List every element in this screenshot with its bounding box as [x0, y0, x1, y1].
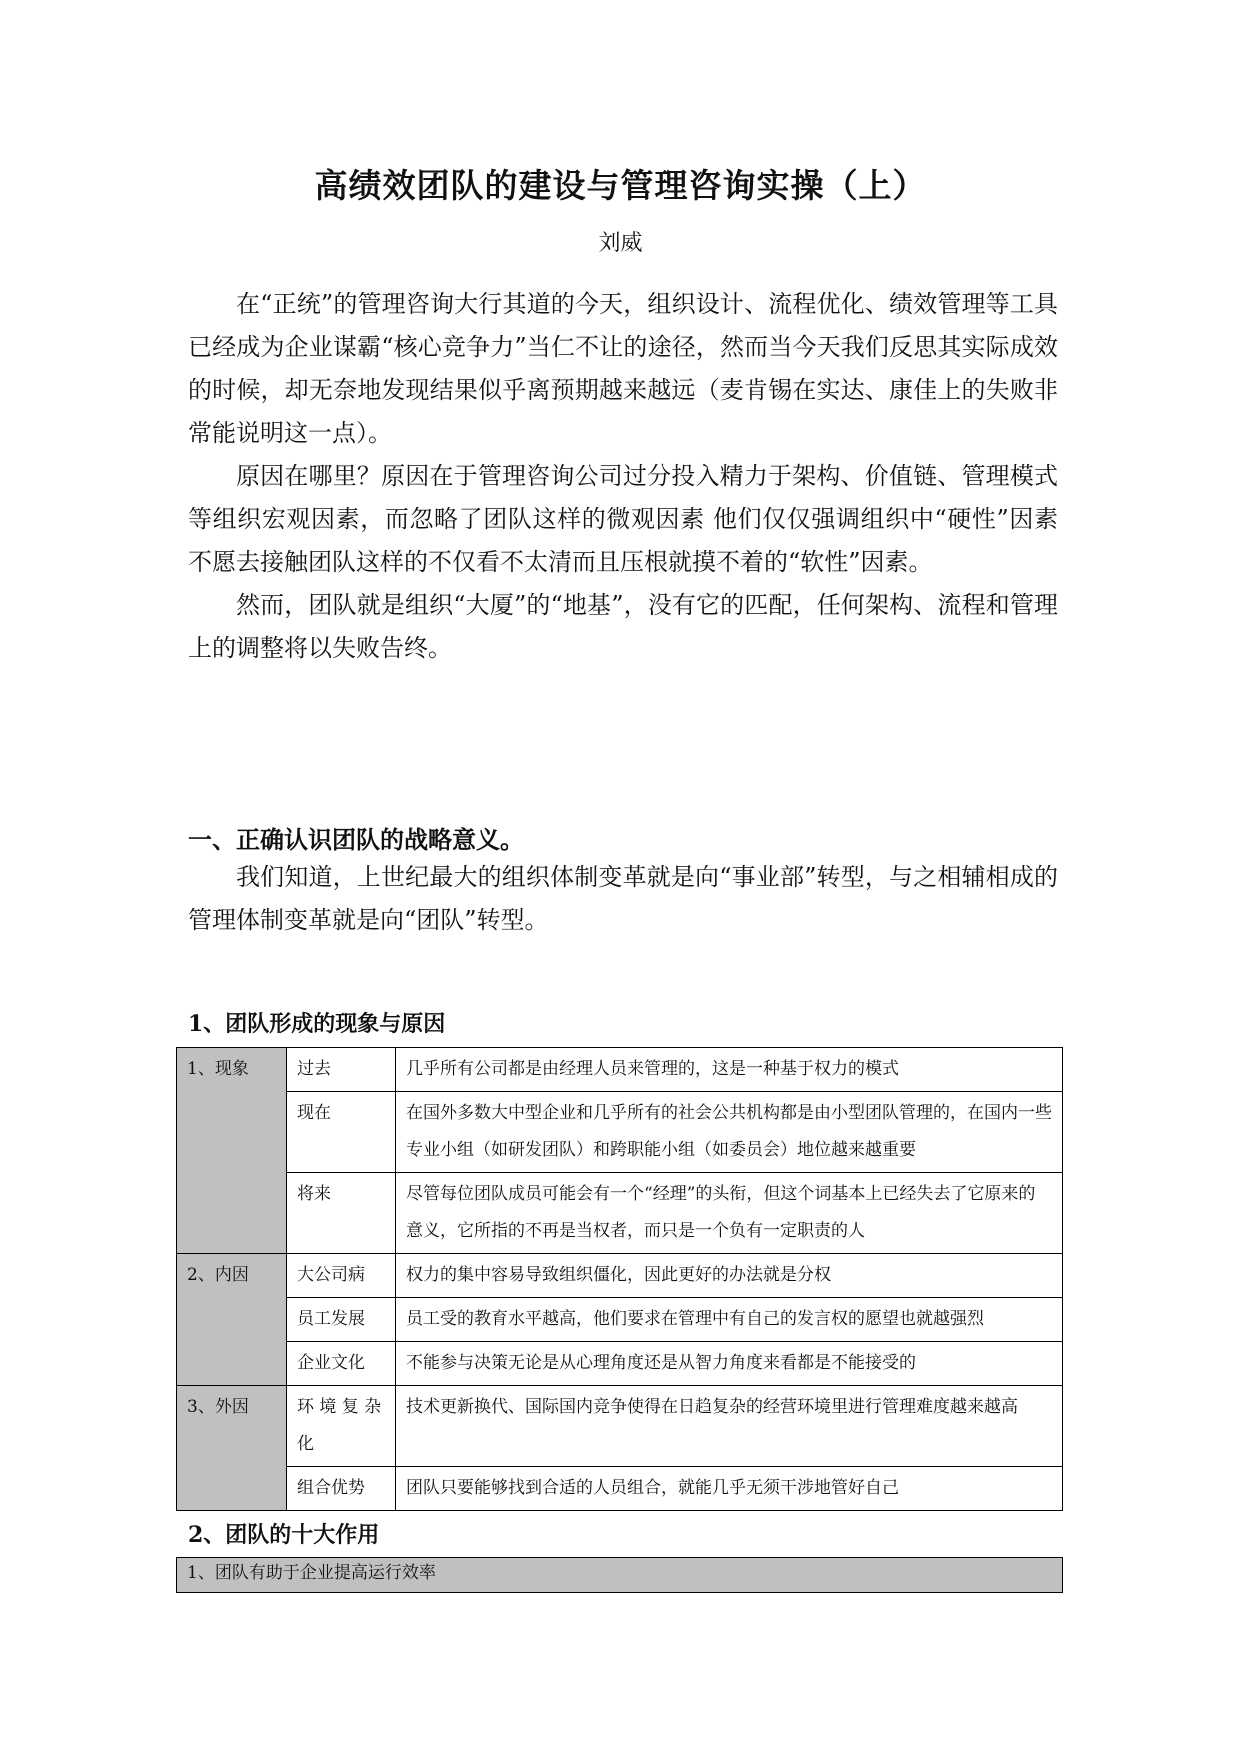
table-row	[177, 1298, 1063, 1342]
table-row	[177, 1173, 1063, 1254]
table-row	[177, 1254, 1063, 1298]
subcategory-cell: 员工发展	[287, 1298, 396, 1342]
intro-paragraph: 原因在哪里？原因在于管理咨询公司过分投入精力于架构、价值链、管理模式等组织宏观因素，而忽略了团队这样的微观因素 他们仅仅强调组织中“硬性”因素不愿去接触团队这样的不仅看不太清而且压根就摸不着的“软性”因素。	[188, 462, 1058, 576]
subcategory-cell: 过去	[287, 1048, 396, 1092]
table-row	[177, 1092, 1063, 1173]
subcategory-cell: 企业文化	[287, 1342, 396, 1386]
section-paragraph: 我们知道，上世纪最大的组织体制变革就是向“事业部”转型，与之相辅相成的管理体制变革就是向“团队”转型。	[188, 863, 1058, 934]
table-row	[177, 1048, 1063, 1092]
category-cell: 1、现象	[177, 1048, 287, 1254]
description-cell: 尽管每位团队成员可能会有一个“经理”的头衔，但这个词基本上已经失去了它原来的意义，它所指的不再是当权者，而只是一个负有一定职责的人	[396, 1173, 1063, 1254]
intro-paragraph: 然而，团队就是组织“大厦”的“地基”，没有它的匹配，任何架构、流程和管理上的调整将以失败告终。	[188, 591, 1058, 662]
subcategory-cell: 组合优势	[287, 1467, 396, 1511]
subcategory-cell: 大公司病	[287, 1254, 396, 1298]
phenomenon-cause-table	[176, 1047, 1063, 1511]
table-row	[177, 1467, 1063, 1511]
subcategory-cell: 将来	[287, 1173, 396, 1254]
description-cell: 几乎所有公司都是由经理人员来管理的，这是一种基于权力的模式	[396, 1048, 1063, 1092]
description-cell: 在国外多数大中型企业和几乎所有的社会公共机构都是由小型团队管理的，在国内一些专业小组（如研发团队）和跨职能小组（如委员会）地位越来越重要	[396, 1092, 1063, 1173]
description-cell: 技术更新换代、国际国内竞争使得在日趋复杂的经营环境里进行管理难度越来越高	[396, 1386, 1063, 1467]
team-effect-item: 1、团队有助于企业提高运行效率	[176, 1557, 1063, 1593]
subsection-heading: 1、团队形成的现象与原因	[188, 1011, 446, 1037]
description-cell: 员工受的教育水平越高，他们要求在管理中有自己的发言权的愿望也就越强烈	[396, 1298, 1063, 1342]
author-name: 刘威	[598, 231, 643, 256]
category-cell: 2、内因	[177, 1254, 287, 1386]
section-heading: 一、正确认识团队的战略意义。	[188, 825, 524, 854]
description-cell: 团队只要能够找到合适的人员组合，就能几乎无须干涉地管好自己	[396, 1467, 1063, 1511]
subsection-heading: 2、团队的十大作用	[188, 1522, 380, 1548]
description-cell: 不能参与决策无论是从心理角度还是从智力角度来看都是不能接受的	[396, 1342, 1063, 1386]
subcategory-cell: 环 境 复 杂 化	[287, 1386, 396, 1467]
subcategory-cell: 现在	[287, 1092, 396, 1173]
document-title: 高绩效团队的建设与管理咨询实操（上）	[314, 166, 927, 205]
category-cell: 3、外因	[177, 1386, 287, 1511]
intro-paragraph: 在“正统”的管理咨询大行其道的今天，组织设计、流程优化、绩效管理等工具已经成为企业谋霸“核心竞争力”当仁不让的途径，然而当今天我们反思其实际成效的时候，却无奈地发现结果似乎离预期越来越远（麦肯锡在实达、康佳上的失败非常能说明这一点）。	[188, 290, 1058, 447]
table-row	[177, 1386, 1063, 1467]
description-cell: 权力的集中容易导致组织僵化，因此更好的办法就是分权	[396, 1254, 1063, 1298]
table-row	[177, 1342, 1063, 1386]
